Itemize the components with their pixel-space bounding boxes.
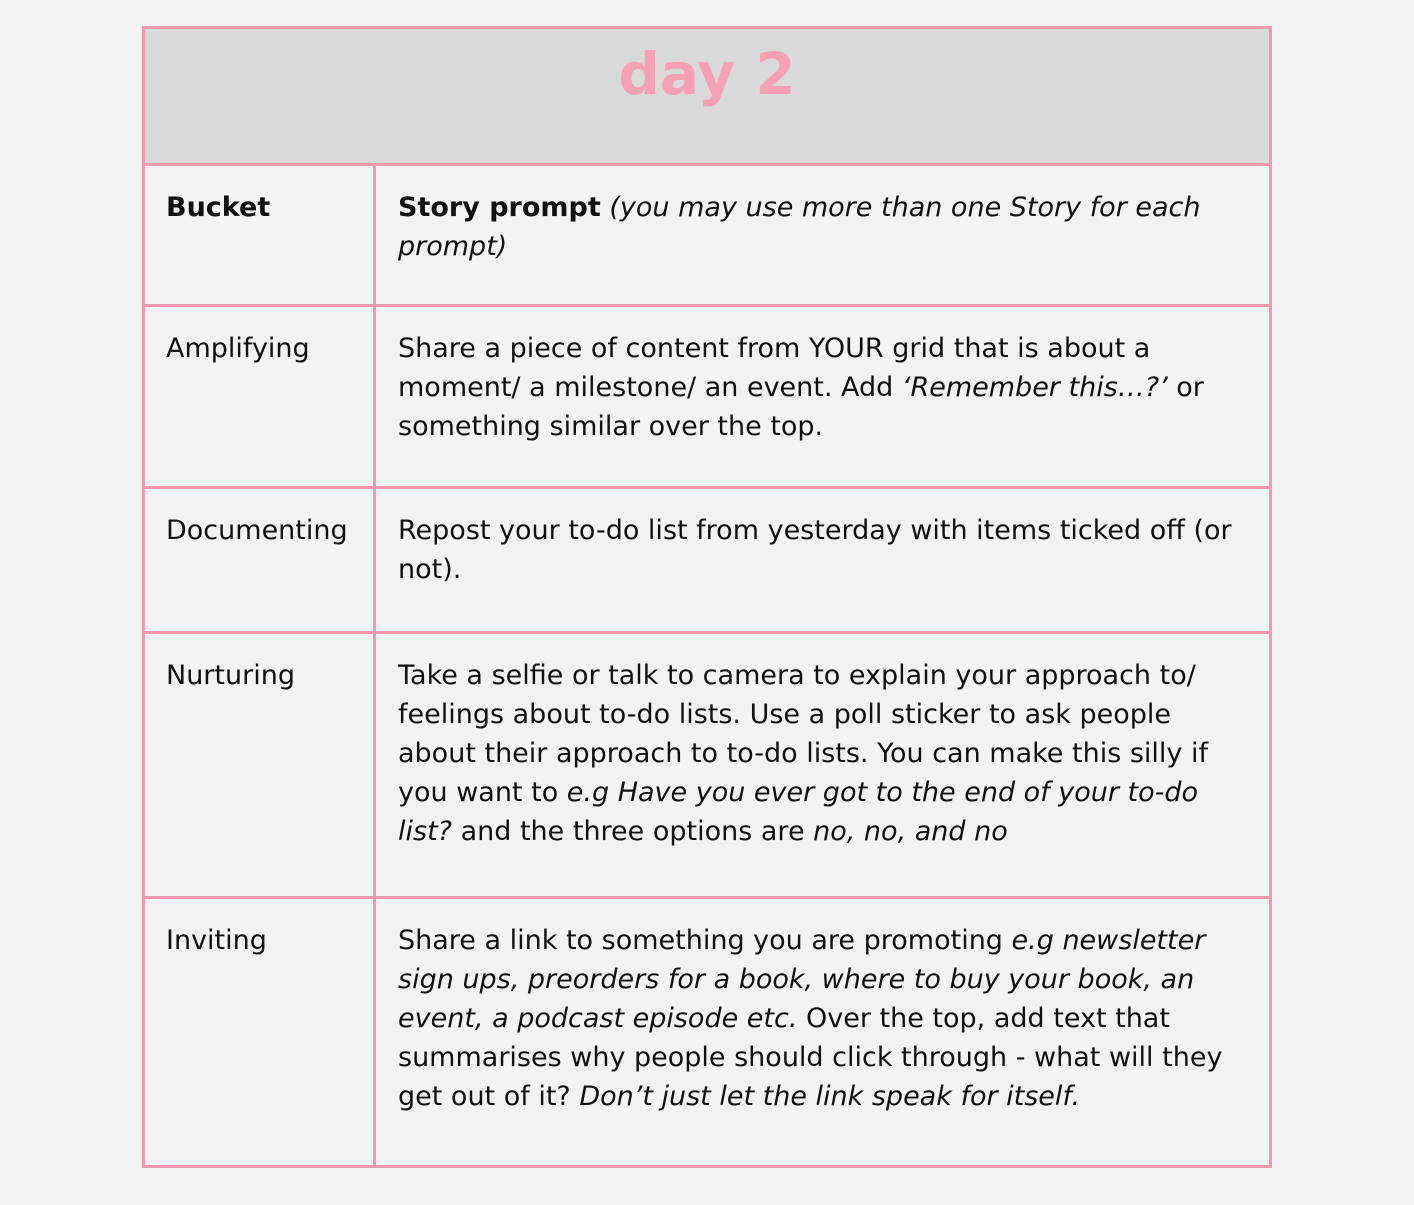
prompt-text-segment: Share a piece of content from YOUR grid that is about a moment/ a milestone/ an event. Add	[398, 333, 1151, 403]
prompt-text-segment: and the three options are	[452, 816, 814, 847]
prompt-text-segment: e.g Have you ever got to the end of your to-do list?	[398, 777, 1199, 847]
prompt-column-header	[376, 166, 1269, 304]
prompt-text-segment: e.g newsletter sign ups, preorders for a book, where to buy your book, an event, a podcast episode etc.	[398, 925, 1206, 1034]
prompt-cell	[376, 634, 1269, 896]
bucket-cell: Inviting	[145, 899, 376, 1165]
bucket-cell: Amplifying	[145, 307, 376, 486]
bucket-cell: Documenting	[145, 489, 376, 631]
table-row	[145, 634, 1269, 899]
prompt-cell	[376, 307, 1269, 486]
prompt-text-segment: Repost your to-do list from yesterday with items ticked off (or not).	[398, 515, 1232, 585]
prompt-column-header-label: Story prompt	[398, 192, 601, 223]
prompt-text-segment: Share a link to something you are promoting	[398, 925, 1012, 956]
table-row	[145, 489, 1269, 634]
prompt-text-segment: ‘Remember this…?’	[901, 372, 1168, 403]
table-row	[145, 307, 1269, 489]
prompt-cell	[376, 899, 1269, 1165]
table-header-row	[145, 166, 1269, 307]
prompt-text-segment: Over the top, add text that summarises why people should click through - what will they get out of it?	[398, 1003, 1223, 1112]
page-title: day 2	[618, 40, 796, 108]
bucket-column-header: Bucket	[145, 166, 376, 304]
prompt-text-segment: or something similar over the top.	[398, 372, 1204, 442]
prompt-cell	[376, 489, 1269, 631]
prompt-text-segment: Don’t just let the link speak for itself.	[579, 1081, 1081, 1112]
title-bar	[145, 29, 1269, 166]
prompt-column-header-note: (you may use more than one Story for each prompt)	[398, 192, 1201, 262]
table-row	[145, 899, 1269, 1165]
prompt-text-segment: Take a selfie or talk to camera to explain your approach to/ feelings about to-do lists. Use a poll sticker to ask people about their approach to to-do lists. You can make this silly if you want to	[398, 660, 1208, 808]
prompt-text-segment: no, no, and no	[813, 816, 1008, 847]
bucket-cell: Nurturing	[145, 634, 376, 896]
story-prompt-table	[142, 26, 1272, 1168]
